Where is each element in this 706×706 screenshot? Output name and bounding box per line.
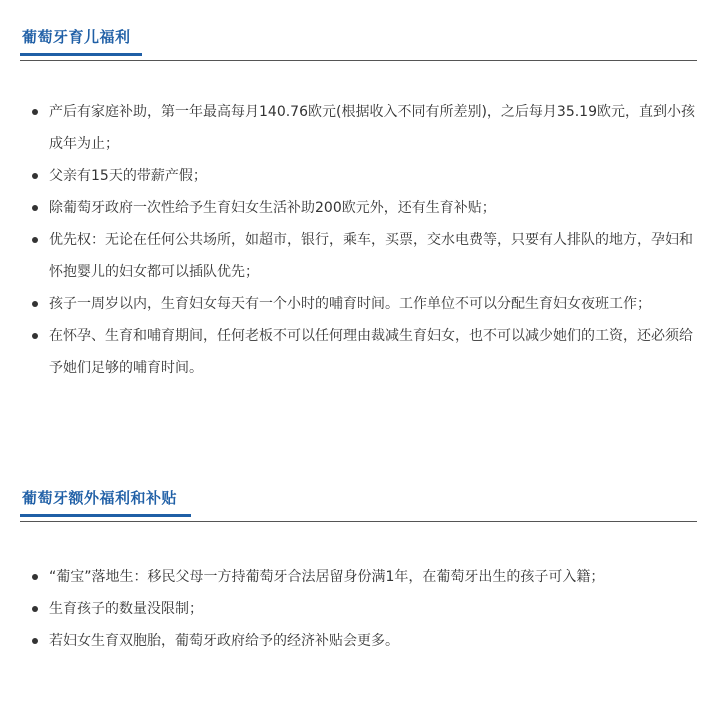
list-item xyxy=(30,320,698,384)
list-item-text: 产后有家庭补助，第一年最高每月140.76欧元(根据收入不同有所差别)，之后每月35.19欧元，直到小孩成年为止； xyxy=(49,104,695,152)
section-heading: 葡萄牙育儿福利 xyxy=(22,28,131,46)
list-item xyxy=(30,561,698,593)
bullet-icon xyxy=(32,301,38,307)
bullet-icon xyxy=(32,574,38,580)
heading-underline xyxy=(20,53,142,56)
list-item-text: 父亲有15天的带薪产假； xyxy=(49,168,207,184)
bullet-icon xyxy=(32,333,38,339)
list-item-text: 孩子一周岁以内，生育妇女每天有一个小时的哺育时间。工作单位不可以分配生育妇女夜班工作； xyxy=(49,296,651,312)
bullet-icon xyxy=(32,638,38,644)
list-item-text: 除葡萄牙政府一次性给予生育妇女生活补助200欧元外，还有生育补贴； xyxy=(49,200,496,216)
bullet-icon xyxy=(32,237,38,243)
list-item-text: 在怀孕、生育和哺育期间，任何老板不可以任何理由裁减生育妇女，也不可以减少她们的工资，还必须给予她们足够的哺育时间。 xyxy=(49,328,693,376)
benefits-list xyxy=(30,561,698,657)
bullet-icon xyxy=(32,173,38,179)
bullet-icon xyxy=(32,606,38,612)
section-header xyxy=(20,481,697,523)
benefits-list xyxy=(30,96,698,384)
list-item-text: 生育孩子的数量没限制； xyxy=(49,601,203,617)
list-item-text: 若妇女生育双胞胎，葡萄牙政府给予的经济补贴会更多。 xyxy=(49,633,399,649)
list-item xyxy=(30,96,698,160)
list-item xyxy=(30,192,698,224)
list-item-text: 优先权：无论在任何公共场所，如超市，银行，乘车，买票，交水电费等，只要有人排队的地方，孕妇和怀抱婴儿的妇女都可以插队优先； xyxy=(49,232,693,280)
section-heading: 葡萄牙额外福利和补贴 xyxy=(22,489,178,507)
section-divider xyxy=(20,60,697,61)
heading-underline xyxy=(20,514,191,517)
list-item xyxy=(30,625,698,657)
section-header xyxy=(20,20,697,62)
list-item xyxy=(30,160,698,192)
list-item xyxy=(30,224,698,288)
section-extra-benefits xyxy=(20,481,697,649)
section-divider xyxy=(20,521,697,522)
bullet-icon xyxy=(32,109,38,115)
list-item xyxy=(30,593,698,625)
list-item-text: “葡宝”落地生：移民父母一方持葡萄牙合法居留身份满1年，在葡萄牙出生的孩子可入籍； xyxy=(49,569,605,585)
bullet-icon xyxy=(32,205,38,211)
list-item xyxy=(30,288,698,320)
section-childcare-benefits xyxy=(20,20,697,376)
